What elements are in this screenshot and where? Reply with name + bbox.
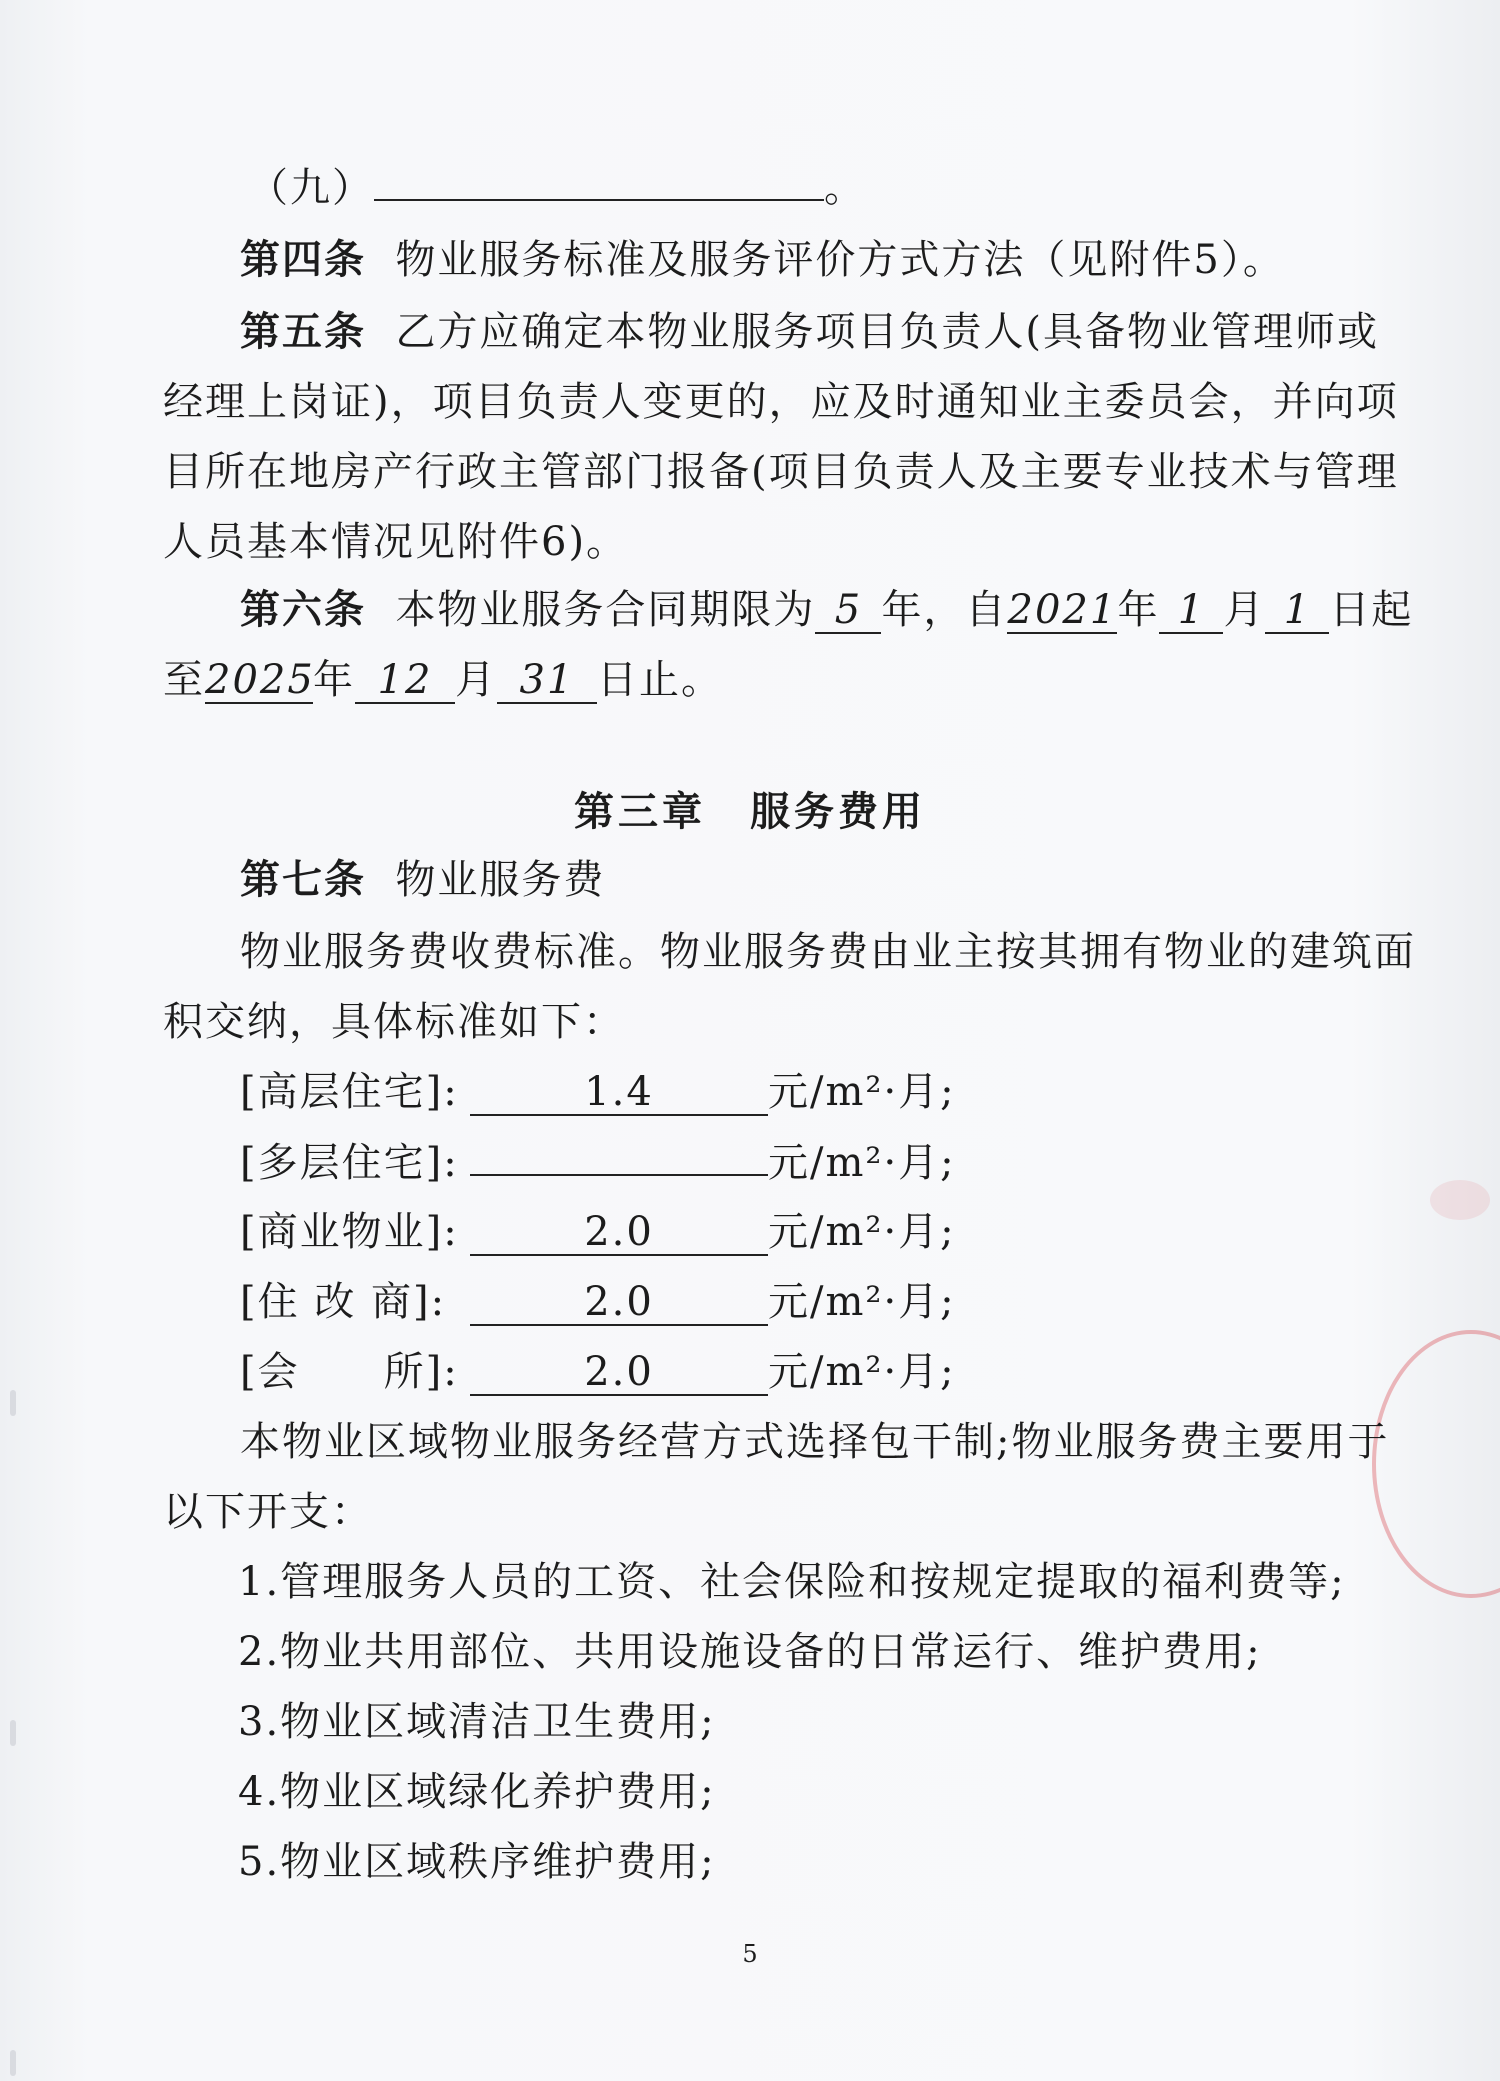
article-6-text: 年 bbox=[313, 657, 355, 703]
article-7-title: 物业服务费 bbox=[395, 857, 606, 903]
seal-stamp-fragment bbox=[1372, 1330, 1500, 1598]
article-4-text: 物业服务标准及服务评价方式方法（见附件5）。 bbox=[395, 237, 1285, 283]
expense-item: 5.物业区域秩序维护费用; bbox=[238, 1839, 716, 1885]
handwritten-start-day: 1 bbox=[1265, 588, 1329, 634]
article-7-heading bbox=[240, 848, 605, 905]
article-6-text: 年，自 bbox=[881, 587, 1008, 633]
punch-hole bbox=[10, 1390, 16, 1416]
handwritten-end-day: 31 bbox=[497, 658, 597, 704]
article-5-text: 乙方应确定本物业服务项目负责人(具备物业管理师或 bbox=[395, 309, 1380, 355]
article-6-text: 年 bbox=[1117, 587, 1160, 633]
chapter-title: 第三章 服务费用 bbox=[574, 789, 926, 835]
article-6-line-2 bbox=[163, 648, 723, 705]
fee-row bbox=[240, 1270, 956, 1327]
article-7-paragraph-line-2: 积交纳，具体标准如下： bbox=[163, 999, 625, 1045]
fee-row bbox=[240, 1340, 956, 1397]
punch-hole bbox=[10, 1720, 16, 1746]
fee-unit: 元/m²·月; bbox=[768, 1140, 956, 1186]
handwritten-start-year: 2021 bbox=[1007, 587, 1118, 633]
article-5-label: 第五条 bbox=[240, 309, 366, 355]
fee-label: [商业物业]: bbox=[240, 1209, 459, 1255]
article-7-paragraph-line-1: 物业服务费收费标准。物业服务费由业主按其拥有物业的建筑面 bbox=[240, 929, 1416, 975]
article-6-line-1 bbox=[240, 578, 1413, 635]
fee-unit: 元/m²·月; bbox=[768, 1349, 956, 1395]
handwritten-end-month: 12 bbox=[355, 658, 455, 704]
punch-hole bbox=[10, 2050, 16, 2076]
article-6-text: 日止。 bbox=[597, 657, 723, 703]
item-nine-suffix: 。 bbox=[824, 165, 866, 211]
fee-row bbox=[240, 1130, 956, 1188]
fee-unit: 元/m²·月; bbox=[768, 1069, 956, 1115]
fee-value: 2.0 bbox=[470, 1210, 768, 1256]
article-5-line-1 bbox=[240, 300, 1379, 357]
article-4-label: 第四条 bbox=[240, 237, 366, 283]
item-nine-blank bbox=[374, 155, 824, 201]
fee-row bbox=[240, 1200, 956, 1257]
fee-label: [会 所]: bbox=[240, 1349, 459, 1395]
fee-unit: 元/m²·月; bbox=[768, 1279, 956, 1325]
mode-paragraph-line-1: 本物业区域物业服务经营方式选择包干制;物业服务费主要用于 bbox=[240, 1419, 1390, 1465]
article-6-text: 本物业服务合同期限为 bbox=[395, 587, 816, 633]
handwritten-end-year: 2025 bbox=[205, 657, 315, 703]
article-5-line-2: 经理上岗证)，项目负责人变更的，应及时通知业主委员会，并向项 bbox=[163, 379, 1399, 425]
article-6-text: 月 bbox=[1223, 587, 1266, 633]
item-nine bbox=[248, 155, 866, 213]
fee-value: 2.0 bbox=[470, 1280, 768, 1326]
fee-unit: 元/m²·月; bbox=[768, 1209, 956, 1255]
fee-value: 2.0 bbox=[470, 1350, 768, 1396]
article-5-line-3: 目所在地房产行政主管部门报备(项目负责人及主要专业技术与管理 bbox=[163, 449, 1399, 495]
fee-row bbox=[240, 1060, 956, 1117]
article-4 bbox=[240, 228, 1285, 285]
article-5-line-4: 人员基本情况见附件6)。 bbox=[163, 519, 629, 565]
expense-item: 2.物业共用部位、共用设施设备的日常运行、维护费用; bbox=[238, 1629, 1262, 1675]
article-6-text: 日起 bbox=[1329, 587, 1414, 633]
expense-item: 4.物业区域绿化养护费用; bbox=[238, 1769, 716, 1815]
fee-label: [多层住宅]: bbox=[240, 1140, 459, 1186]
fee-value: 1.4 bbox=[470, 1070, 768, 1116]
article-6-text: 月 bbox=[455, 657, 497, 703]
handwritten-years: 5 bbox=[815, 588, 881, 634]
article-7-label: 第七条 bbox=[240, 857, 366, 903]
page-number: 5 bbox=[742, 1940, 758, 1968]
fee-label: [高层住宅]: bbox=[240, 1069, 459, 1115]
fee-value bbox=[470, 1130, 768, 1176]
mode-paragraph-line-2: 以下开支： bbox=[163, 1489, 373, 1535]
expense-item: 1.管理服务人员的工资、社会保险和按规定提取的福利费等; bbox=[238, 1559, 1346, 1605]
ink-smudge bbox=[1430, 1180, 1490, 1220]
article-6-label: 第六条 bbox=[240, 587, 366, 633]
article-6-text: 至 bbox=[163, 657, 205, 703]
expense-item: 3.物业区域清洁卫生费用; bbox=[238, 1699, 716, 1745]
handwritten-start-month: 1 bbox=[1159, 588, 1223, 634]
item-nine-prefix: （九） bbox=[248, 165, 374, 211]
fee-label: [住 改 商]: bbox=[240, 1279, 447, 1325]
